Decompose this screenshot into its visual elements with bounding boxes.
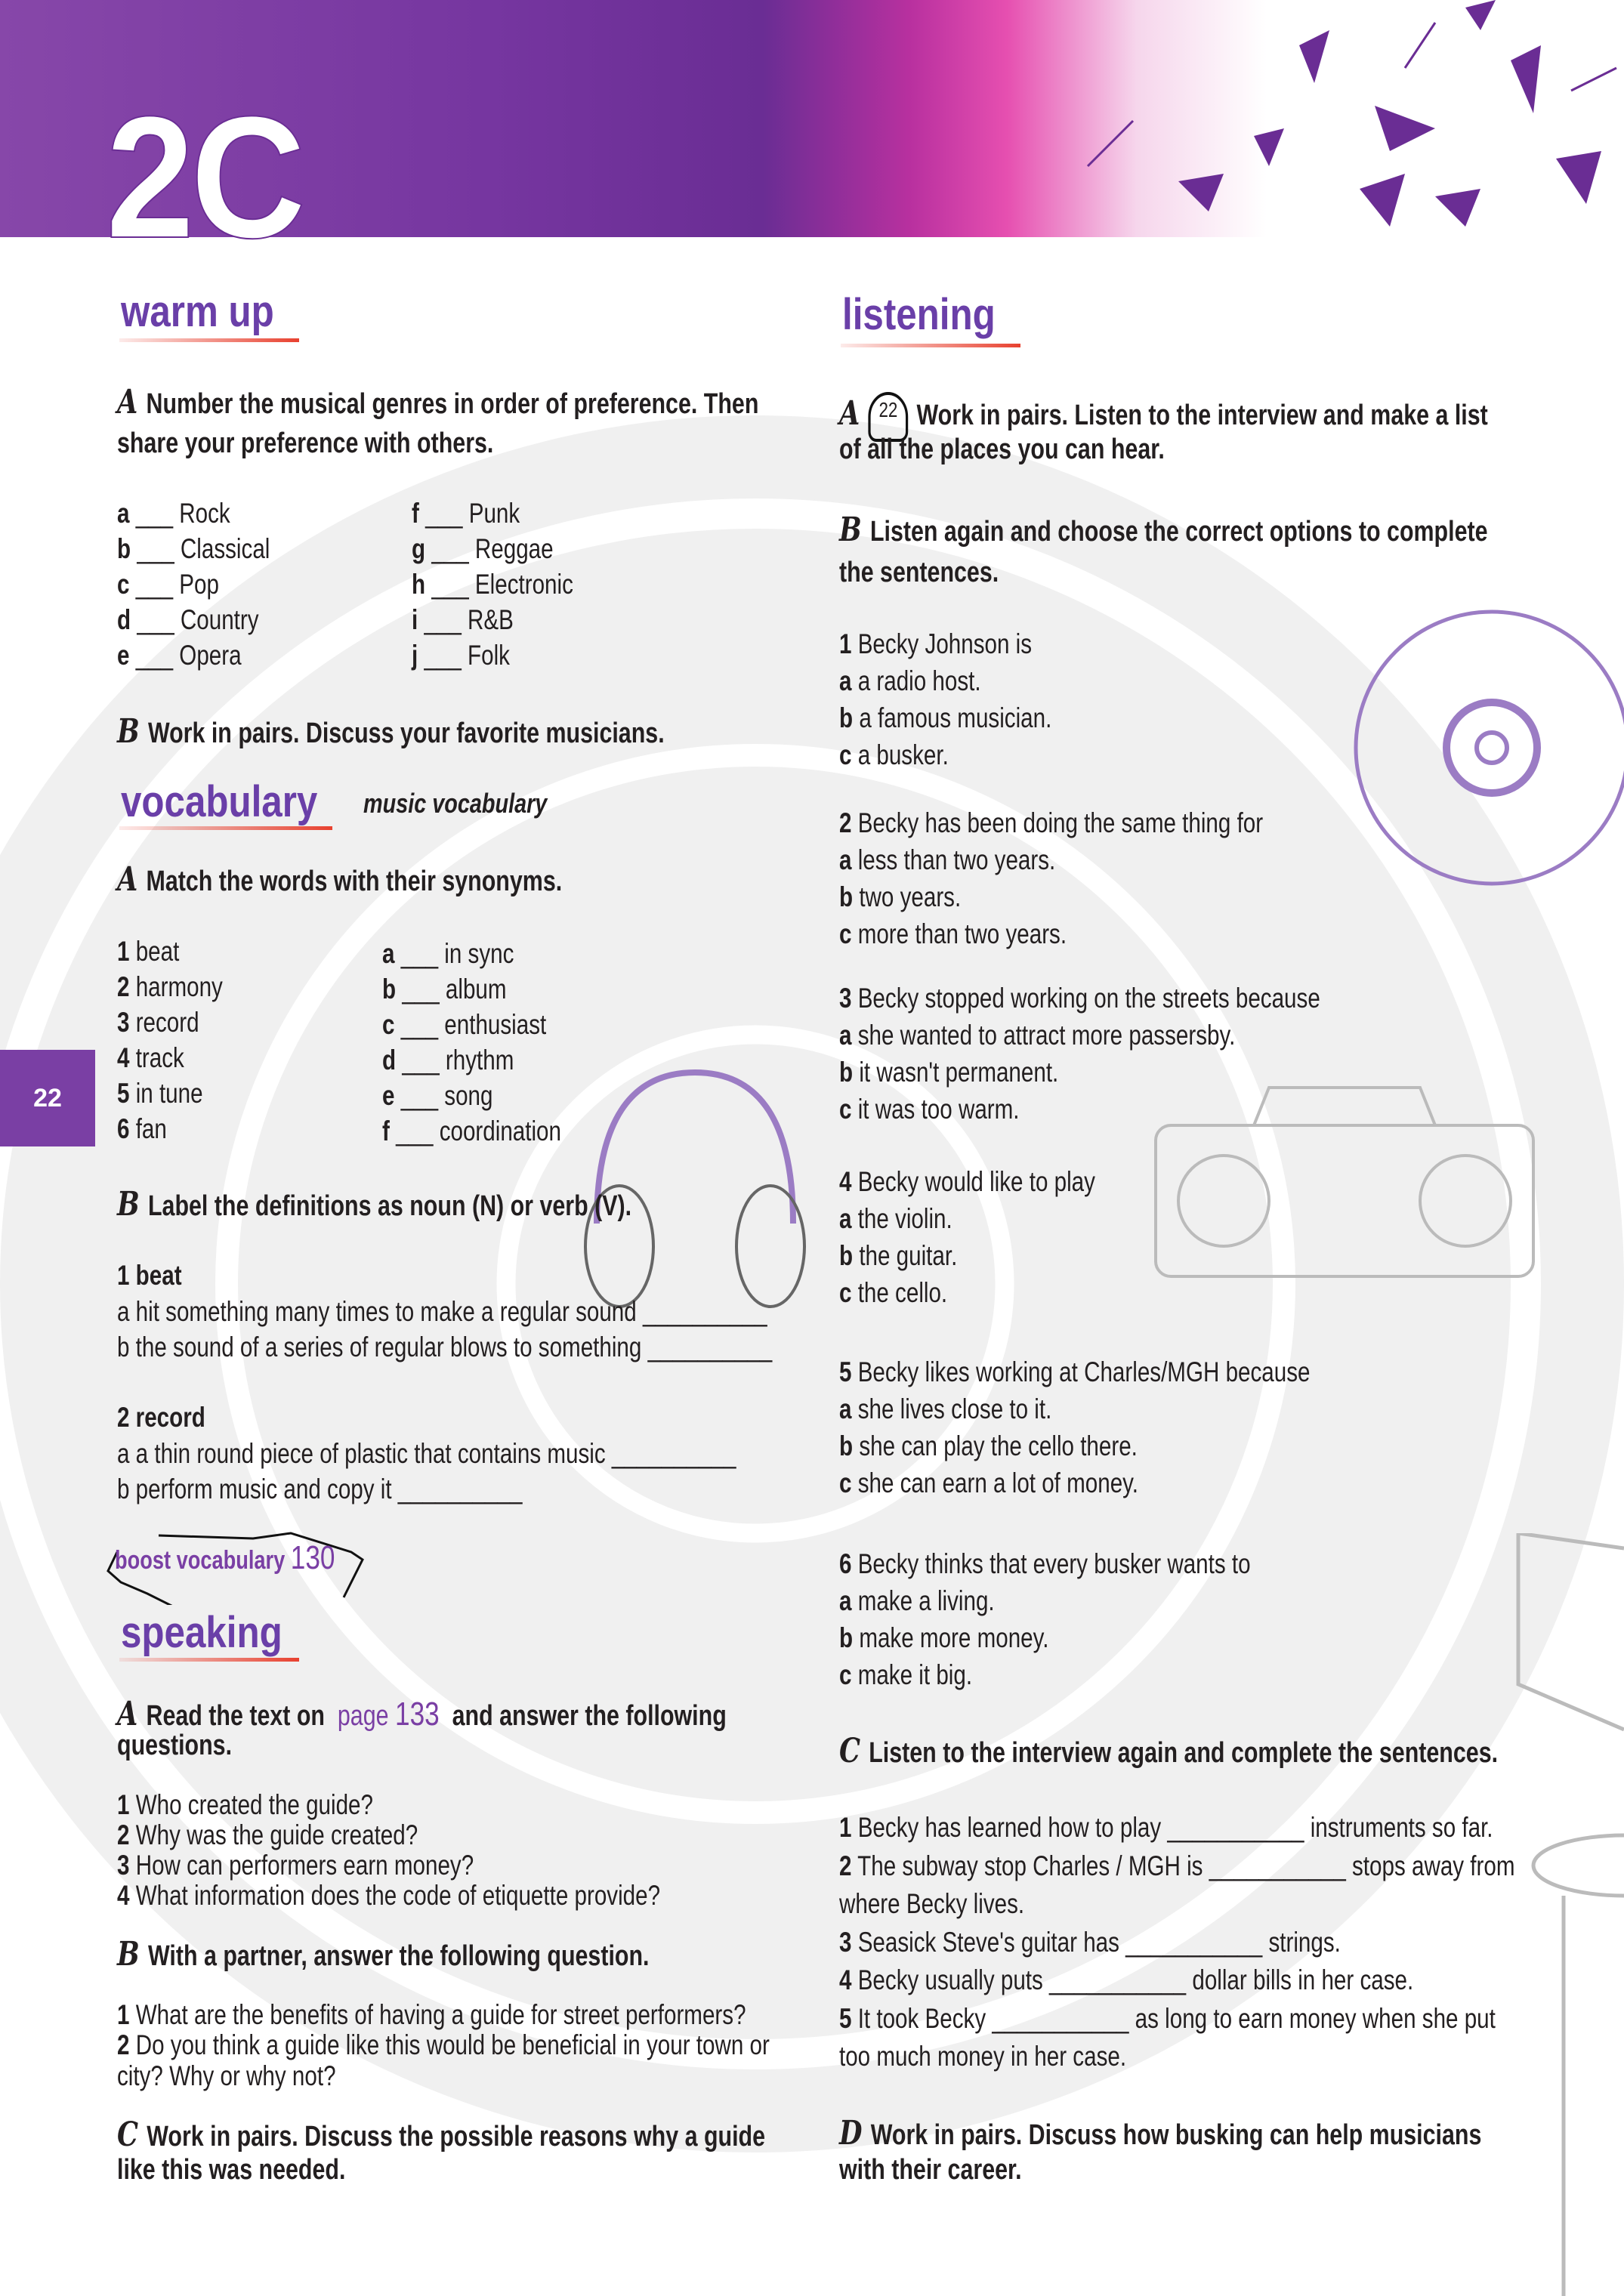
item-text: harmony bbox=[135, 971, 223, 1002]
genre-item bbox=[117, 568, 219, 601]
item-label: 1 bbox=[117, 936, 130, 967]
item-label: f bbox=[412, 498, 419, 529]
definition-group-title: 2 record bbox=[117, 1402, 205, 1433]
answer-option bbox=[839, 1276, 947, 1310]
warm-up-a-instruction-cont: share your preference with others. bbox=[117, 427, 494, 459]
answer-option bbox=[839, 1467, 1138, 1500]
item-text: What information does the code of etiquette provide? bbox=[135, 1880, 661, 1911]
listening-a-instruction: A 22 Work in pairs. Listen to the interview and make a list bbox=[839, 392, 1488, 442]
item-text: the guitar. bbox=[859, 1240, 958, 1271]
word-item bbox=[117, 1113, 167, 1146]
header-shards bbox=[982, 0, 1624, 237]
definition-item: a a thin round piece of plastic that contains music __________ bbox=[117, 1438, 736, 1469]
speaking-c-instruction: C Work in pairs. Discuss the possible reasons why a guide bbox=[117, 2115, 766, 2154]
item-label: 2 bbox=[117, 1819, 130, 1850]
item-label: d bbox=[117, 604, 131, 635]
listening-d-instruction-cont: with their career. bbox=[839, 2154, 1022, 2186]
listening-d-instruction: D Work in pairs. Discuss how busking can help musicians bbox=[839, 2114, 1482, 2152]
item-label: 1 bbox=[839, 628, 852, 659]
completion-sentence bbox=[839, 2040, 1126, 2073]
genre-item bbox=[117, 497, 230, 530]
item-label: 3 bbox=[839, 1926, 852, 1958]
item-label: a bbox=[839, 844, 852, 875]
item-label: c bbox=[839, 1094, 852, 1125]
listening-question-stem bbox=[839, 807, 1263, 840]
item-label: i bbox=[412, 604, 418, 635]
word-item bbox=[117, 935, 179, 968]
item-text: make a living. bbox=[857, 1585, 995, 1616]
item-label: c bbox=[839, 1467, 852, 1498]
item-text: she can play the cello there. bbox=[859, 1430, 1138, 1461]
item-label: j bbox=[412, 640, 418, 671]
item-label: a bbox=[839, 1203, 852, 1234]
item-text: Becky has been doing the same thing for bbox=[857, 807, 1264, 838]
item-label: c bbox=[117, 569, 130, 600]
item-label: c bbox=[839, 739, 852, 770]
genre-item bbox=[412, 639, 510, 672]
answer-option bbox=[839, 1093, 1020, 1126]
warm-up-a-instruction: A Number the musical genres in order of preference. Then bbox=[117, 383, 759, 421]
word-item bbox=[117, 1006, 199, 1039]
synonym-item bbox=[382, 1008, 546, 1042]
item-label: c bbox=[382, 1009, 395, 1040]
item-label: h bbox=[412, 569, 426, 600]
speaking-question bbox=[117, 1879, 660, 1912]
item-text: Becky usually puts ___________ dollar bills in her case. bbox=[857, 1964, 1414, 1995]
answer-option bbox=[839, 1019, 1235, 1052]
item-label: e bbox=[382, 1080, 395, 1111]
answer-option bbox=[839, 844, 1055, 877]
page-number-tab bbox=[0, 1050, 95, 1146]
item-label: 4 bbox=[117, 1042, 130, 1073]
item-text: it wasn't permanent. bbox=[859, 1057, 1059, 1088]
item-label: 5 bbox=[839, 1356, 852, 1387]
item-text: two years. bbox=[859, 881, 962, 912]
answer-option bbox=[839, 1393, 1051, 1426]
heading-underline bbox=[119, 338, 299, 342]
item-label: b bbox=[117, 533, 131, 564]
item-text: make it big. bbox=[857, 1659, 973, 1690]
genre-item bbox=[117, 639, 242, 672]
speaking-a-instruction-cont: questions. bbox=[117, 1730, 233, 1761]
speaking-question bbox=[117, 1819, 418, 1852]
speaking-heading: speaking bbox=[121, 1608, 283, 1657]
item-label: 5 bbox=[839, 2002, 852, 2034]
warm-up-b-instruction: B Work in pairs. Discuss your favorite musicians. bbox=[117, 712, 665, 751]
listening-question-stem bbox=[839, 1356, 1311, 1389]
item-text: ___ coordination bbox=[396, 1116, 561, 1146]
vocabulary-b-instruction: B Label the definitions as noun (N) or verb (V). bbox=[117, 1185, 632, 1224]
item-text: Seasick Steve's guitar has ___________ strings. bbox=[857, 1926, 1341, 1958]
item-text: ___ enthusiast bbox=[400, 1009, 547, 1040]
listening-question-stem bbox=[839, 1548, 1251, 1581]
item-text: it was too warm. bbox=[857, 1094, 1020, 1125]
item-label: b bbox=[839, 702, 854, 733]
headphones-illustration bbox=[567, 1050, 823, 1314]
item-text: Why was the guide created? bbox=[135, 1819, 418, 1850]
warm-up-heading: warm up bbox=[121, 287, 274, 336]
item-label: c bbox=[839, 1659, 852, 1690]
item-text: Becky thinks that every busker wants to bbox=[857, 1548, 1251, 1579]
genre-item bbox=[412, 568, 573, 601]
item-text: Becky likes working at Charles/MGH because bbox=[857, 1356, 1311, 1387]
item-label: 4 bbox=[117, 1880, 130, 1911]
item-text: Becky has learned how to play ___________ instruments so far. bbox=[857, 1812, 1493, 1843]
listening-heading: listening bbox=[842, 290, 996, 339]
item-text: ___ Electronic bbox=[431, 569, 573, 600]
item-text: record bbox=[135, 1007, 199, 1038]
item-text: Who created the guide? bbox=[135, 1789, 373, 1820]
item-text: she wanted to attract more passersby. bbox=[857, 1020, 1236, 1051]
answer-option bbox=[839, 1659, 972, 1692]
listening-b-instruction-cont: the sentences. bbox=[839, 557, 999, 588]
item-text: Becky would like to play bbox=[857, 1166, 1095, 1197]
speaking-b-question-cont: city? Why or why not? bbox=[117, 2060, 336, 2091]
item-text: she can earn a lot of money. bbox=[857, 1467, 1139, 1498]
answer-option bbox=[839, 702, 1051, 735]
item-text: beat bbox=[135, 936, 180, 967]
item-text: a famous musician. bbox=[859, 702, 1052, 733]
item-label: b bbox=[839, 1430, 854, 1461]
item-label: 3 bbox=[117, 1007, 130, 1038]
listening-a-instruction-cont: of all the places you can hear. bbox=[839, 434, 1165, 465]
item-label: a bbox=[839, 1020, 852, 1051]
completion-sentence bbox=[839, 1926, 1341, 1959]
item-text: the violin. bbox=[857, 1203, 952, 1234]
audio-track-icon[interactable]: 22 bbox=[869, 392, 909, 442]
item-text: It took Becky ___________ as long to earn money when she put bbox=[857, 2002, 1496, 2034]
answer-option bbox=[839, 1585, 995, 1618]
item-label: a bbox=[839, 1585, 852, 1616]
item-text: ___ in sync bbox=[400, 938, 514, 969]
item-text: where Becky lives. bbox=[839, 1888, 1025, 1919]
item-label: a bbox=[839, 1393, 852, 1424]
item-text: ___ Country bbox=[137, 604, 259, 635]
definition-item: b the sound of a series of regular blows to something __________ bbox=[117, 1332, 773, 1362]
vocabulary-a-instruction: A Match the words with their synonyms. bbox=[117, 860, 563, 899]
word-item bbox=[117, 1077, 203, 1110]
item-text: ___ Opera bbox=[135, 640, 242, 671]
listening-c-instruction: C Listen to the interview again and complete the sentences. bbox=[839, 1732, 1499, 1770]
item-text: make more money. bbox=[859, 1622, 1049, 1653]
speaking-c-instruction-cont: like this was needed. bbox=[117, 2154, 346, 2186]
item-label: d bbox=[382, 1045, 397, 1075]
speaking-a-instruction: A Read the text on page 133 and answer the following bbox=[117, 1695, 727, 1733]
word-item bbox=[117, 1042, 184, 1075]
synonym-item bbox=[382, 1044, 514, 1077]
definition-group-title: 1 beat bbox=[117, 1260, 182, 1291]
page-number: 22 bbox=[33, 1083, 62, 1113]
item-label: a bbox=[382, 938, 395, 969]
speaking-b-instruction: B With a partner, answer the following question. bbox=[117, 1935, 650, 1974]
item-label: b bbox=[839, 1057, 854, 1088]
listening-question-stem bbox=[839, 1165, 1095, 1199]
item-label: a bbox=[839, 665, 852, 696]
item-text: less than two years. bbox=[857, 844, 1056, 875]
genre-item bbox=[412, 603, 514, 637]
completion-sentence bbox=[839, 1887, 1024, 1921]
answer-option bbox=[839, 739, 949, 772]
item-text: Becky stopped working on the streets because bbox=[857, 983, 1320, 1014]
item-label: 3 bbox=[117, 1850, 130, 1881]
answer-option bbox=[839, 881, 961, 914]
item-text: ___ Folk bbox=[424, 640, 510, 671]
item-label: 5 bbox=[117, 1078, 130, 1109]
answer-option bbox=[839, 918, 1067, 951]
item-label: b bbox=[839, 881, 854, 912]
listening-question-stem bbox=[839, 982, 1320, 1015]
item-text: How can performers earn money? bbox=[135, 1850, 474, 1881]
item-text: Becky Johnson is bbox=[857, 628, 1033, 659]
vocabulary-subtitle: music vocabulary bbox=[363, 788, 548, 819]
item-text: in tune bbox=[135, 1078, 203, 1109]
item-text: the cello. bbox=[857, 1277, 948, 1308]
item-text: ___ Punk bbox=[425, 498, 520, 529]
heading-underline bbox=[119, 826, 332, 830]
item-label: 2 bbox=[117, 971, 130, 1002]
item-text: more than two years. bbox=[857, 918, 1067, 949]
item-text: ___ Pop bbox=[135, 569, 219, 600]
speaking-question bbox=[117, 1788, 373, 1822]
item-label: 6 bbox=[839, 1548, 852, 1579]
item-label: f bbox=[382, 1116, 390, 1146]
heading-underline bbox=[841, 344, 1020, 347]
item-label: g bbox=[412, 533, 426, 564]
item-text: a busker. bbox=[857, 739, 949, 770]
item-text: ___ rhythm bbox=[402, 1045, 514, 1075]
synonym-item bbox=[382, 1115, 561, 1148]
answer-option bbox=[839, 1430, 1138, 1463]
answer-option bbox=[839, 1056, 1058, 1089]
heading-underline bbox=[119, 1658, 299, 1662]
speaking-b-question: 2 Do you think a guide like this would be beneficial in your town or bbox=[117, 2029, 770, 2060]
item-label: b bbox=[839, 1240, 854, 1271]
synonym-item bbox=[382, 937, 514, 971]
listening-question-stem bbox=[839, 628, 1032, 661]
item-text: she lives close to it. bbox=[857, 1393, 1052, 1424]
item-text: fan bbox=[135, 1113, 167, 1144]
completion-sentence bbox=[839, 1811, 1493, 1844]
listening-b-instruction: B Listen again and choose the correct options to complete bbox=[839, 511, 1488, 549]
definition-item: a hit something many times to make a regular sound __________ bbox=[117, 1296, 767, 1327]
item-label: 3 bbox=[839, 983, 852, 1014]
answer-option bbox=[839, 1239, 957, 1273]
item-text: ___ R&B bbox=[424, 604, 514, 635]
completion-sentence bbox=[839, 1850, 1515, 1883]
genre-item bbox=[412, 532, 554, 566]
speaking-question bbox=[117, 1849, 474, 1882]
speaking-b-question: 1 What are the benefits of having a guide for street performers? bbox=[117, 1999, 746, 2030]
item-label: 6 bbox=[117, 1113, 130, 1144]
item-text: The subway stop Charles / MGH is ___________ stops away from bbox=[857, 1850, 1515, 1881]
item-label: a bbox=[117, 498, 130, 529]
genre-item bbox=[117, 532, 270, 566]
item-text: too much money in her case. bbox=[839, 2041, 1127, 2072]
synonym-item bbox=[382, 973, 507, 1006]
item-label: c bbox=[839, 1277, 852, 1308]
completion-sentence bbox=[839, 2002, 1496, 2035]
drum-illustration bbox=[1503, 1533, 1624, 2296]
item-label: 1 bbox=[839, 1812, 852, 1843]
item-text: ___ song bbox=[400, 1080, 493, 1111]
cd-illustration bbox=[1329, 597, 1624, 914]
answer-option bbox=[839, 1622, 1048, 1655]
page-link[interactable]: page 133 bbox=[337, 1696, 440, 1733]
item-label: 1 bbox=[117, 1789, 130, 1820]
item-label: b bbox=[839, 1622, 854, 1653]
item-label: 2 bbox=[839, 807, 852, 838]
completion-sentence bbox=[839, 1964, 1413, 1997]
genre-item bbox=[412, 497, 520, 530]
answer-option bbox=[839, 665, 981, 698]
answer-option bbox=[839, 1202, 952, 1236]
vocabulary-heading: vocabulary bbox=[121, 777, 318, 826]
item-label: e bbox=[117, 640, 130, 671]
unit-number: 2C bbox=[106, 80, 302, 274]
item-label: 4 bbox=[839, 1166, 852, 1197]
item-label: 4 bbox=[839, 1964, 852, 1995]
genre-item bbox=[117, 603, 259, 637]
synonym-item bbox=[382, 1079, 492, 1113]
item-text: ___ album bbox=[402, 974, 507, 1004]
boombox-illustration bbox=[1148, 1080, 1541, 1284]
item-text: track bbox=[135, 1042, 184, 1073]
boost-vocabulary-link[interactable]: boost vocabulary 130 bbox=[115, 1539, 335, 1576]
item-label: c bbox=[839, 918, 852, 949]
definition-item: b perform music and copy it __________ bbox=[117, 1474, 523, 1504]
item-text: ___ Rock bbox=[135, 498, 230, 529]
item-text: ___ Reggae bbox=[431, 533, 554, 564]
word-item bbox=[117, 971, 223, 1004]
item-text: ___ Classical bbox=[137, 533, 270, 564]
item-text: a radio host. bbox=[857, 665, 981, 696]
item-label: b bbox=[382, 974, 397, 1004]
item-label: 2 bbox=[839, 1850, 852, 1881]
